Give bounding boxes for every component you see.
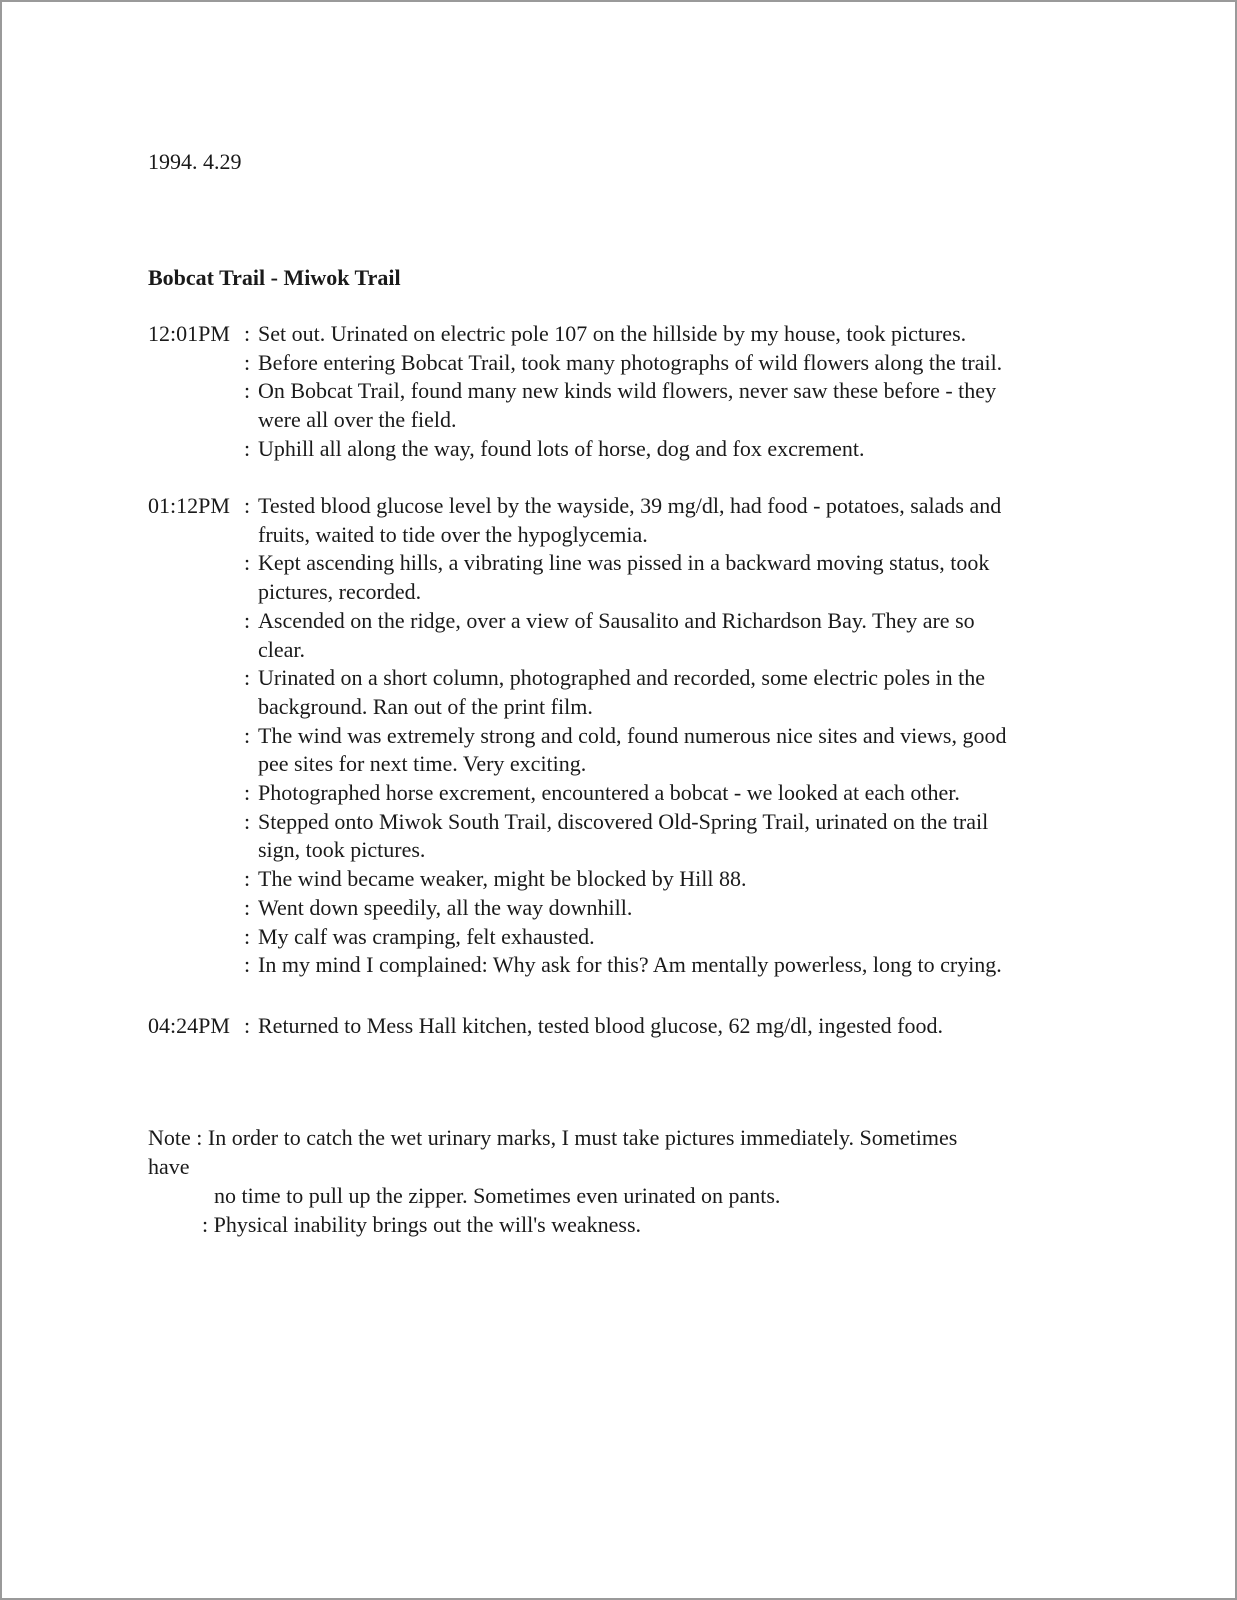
log-line: Tested blood glucose level by the wayside, 39 mg/dl, had food - potatoes, salads and (258, 493, 1002, 518)
log-line: pictures, recorded. (258, 579, 422, 605)
log-line: background. Ran out of the print film. (258, 693, 593, 719)
note-line-1: Note : In order to catch the wet urinary marks, I must take pictures immediately. Sometimes (148, 1125, 958, 1150)
entry-colon: : (244, 550, 251, 576)
log-line: On Bobcat Trail, found many new kinds wild flowers, never saw these before - they (258, 378, 997, 404)
log-line: Stepped onto Miwok South Trail, discovered Old-Spring Trail, urinated on the trail (258, 808, 989, 834)
log-line: Went down speedily, all the way downhill. (258, 894, 633, 920)
entry-time: 04:24PM (148, 1013, 230, 1038)
log-line: Returned to Mess Hall kitchen, tested blood glucose, 62 mg/dl, ingested food. (258, 1013, 943, 1038)
log-line: fruits, waited to tide over the hypoglycemia. (258, 521, 648, 547)
entry-colon: : (244, 722, 251, 748)
note-line-4: : Physical inability brings out the will's weakness. (202, 1212, 642, 1237)
log-line: sign, took pictures. (258, 837, 426, 863)
entry-colon: : (244, 952, 251, 978)
log-line: The wind became weaker, might be blocked by Hill 88. (258, 866, 747, 892)
entry-colon: : (244, 321, 251, 346)
log-line: In my mind I complained: Why ask for this? Am mentally powerless, long to crying. (258, 952, 1002, 978)
note-line-2: have (148, 1154, 190, 1179)
log-line: pee sites for next time. Very exciting. (258, 751, 587, 777)
entry-colon: : (244, 378, 251, 404)
entry-colon: : (244, 866, 251, 892)
entry-colon: : (244, 607, 251, 633)
entry-colon: : (244, 808, 251, 834)
log-line: were all over the field. (258, 407, 457, 433)
log-line: Urinated on a short column, photographed and recorded, some electric poles in the (258, 665, 985, 691)
log-line: Before entering Bobcat Trail, took many photographs of wild flowers along the trail. (258, 349, 1003, 375)
entry-colon: : (244, 435, 251, 461)
entry-colon: : (244, 493, 251, 518)
log-line: Set out. Urinated on electric pole 107 on the hillside by my house, took pictures. (258, 321, 967, 346)
entry-date: 1994. 4.29 (148, 149, 242, 174)
entry-colon: : (244, 665, 251, 691)
entry-time: 01:12PM (148, 493, 230, 518)
log-line: clear. (258, 636, 306, 662)
log-line: The wind was extremely strong and cold, found numerous nice sites and views, good (258, 722, 1007, 748)
entry-colon: : (244, 1013, 251, 1038)
entry-colon: : (244, 780, 251, 805)
entry-colon: : (244, 894, 251, 920)
log-line: Ascended on the ridge, over a view of Sausalito and Richardson Bay. They are so (258, 607, 975, 633)
log-line: My calf was cramping, felt exhausted. (258, 923, 595, 949)
entry-colon: : (244, 923, 251, 949)
log-line: Uphill all along the way, found lots of horse, dog and fox excrement. (258, 435, 865, 461)
document-title: Bobcat Trail - Miwok Trail (148, 265, 401, 290)
entry-time: 12:01PM (148, 321, 230, 346)
note-line-3: no time to pull up the zipper. Sometimes even urinated on pants. (214, 1183, 781, 1208)
log-line: Kept ascending hills, a vibrating line was pissed in a backward moving status, took (258, 550, 990, 576)
log-line: Photographed horse excrement, encountered a bobcat - we looked at each other. (258, 780, 960, 805)
entry-colon: : (244, 349, 251, 375)
